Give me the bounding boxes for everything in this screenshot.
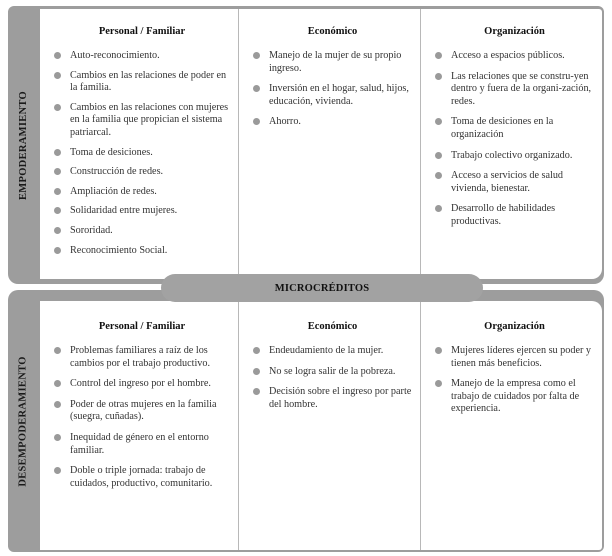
des-organizacion-list — [435, 345, 594, 416]
bullet-icon — [435, 347, 442, 354]
list-item: Reconocimiento Social. — [54, 245, 230, 258]
bullet-icon — [253, 52, 260, 59]
bullet-icon — [54, 72, 61, 79]
list-item: No se logra salir de la pobreza. — [253, 366, 412, 379]
bullet-icon — [435, 205, 442, 212]
list-item: Desarrollo de habilidades productivas. — [435, 203, 594, 228]
bullet-icon — [54, 467, 61, 474]
empoderamiento-panel — [8, 6, 604, 284]
list-item: Ahorro. — [253, 116, 412, 129]
emp-col-economico — [238, 9, 420, 279]
des-col-economico-header: Económico — [307, 321, 358, 332]
desempoderamiento-content — [40, 301, 602, 550]
bullet-icon — [54, 247, 61, 254]
bullet-icon — [54, 188, 61, 195]
list-item: Solidaridad entre mujeres. — [54, 205, 230, 218]
list-item: Poder de otras mujeres en la familia (suegra, cuñadas). — [54, 399, 230, 424]
list-item: Endeudamiento de la mujer. — [253, 345, 412, 358]
bullet-icon — [54, 347, 61, 354]
empoderamiento-content — [40, 9, 602, 279]
des-col-personal — [40, 301, 238, 550]
list-item: Problemas familiares a raíz de los cambios por el trabajo productivo. — [54, 345, 230, 370]
list-item: Control del ingreso por el hombre. — [54, 378, 230, 391]
emp-col-organizacion-header: Organización — [484, 26, 545, 37]
list-item: Acceso a servicios de salud vivienda, bienestar. — [435, 170, 594, 195]
bullet-icon — [435, 172, 442, 179]
emp-col-personal-header: Personal / Familiar — [98, 26, 186, 37]
list-item: Cambios en las relaciones de poder en la familia. — [54, 70, 230, 95]
bullet-icon — [253, 388, 260, 395]
list-item: Cambios en las relaciones con mujeres en la familia que propician el sistema patriarcal. — [54, 102, 230, 140]
bullet-icon — [435, 73, 442, 80]
list-item: Doble o triple jornada: trabajo de cuidados, productivo, comunitario. — [54, 465, 230, 490]
microcreditos-banner: MICROCRÉDITOS — [161, 274, 483, 302]
list-item: Las relaciones que se constru-yen dentro y fuera de la organi-zación, redes. — [435, 71, 594, 109]
list-item: Construcción de redes. — [54, 166, 230, 179]
bullet-icon — [253, 85, 260, 92]
list-item: Manejo de la mujer de su propio ingreso. — [253, 50, 412, 75]
bullet-icon — [435, 52, 442, 59]
list-item: Inequidad de género en el entorno familiar. — [54, 432, 230, 457]
bullet-icon — [435, 118, 442, 125]
emp-col-personal — [40, 9, 238, 279]
emp-col-economico-header: Económico — [307, 26, 358, 37]
desempoderamiento-label: DESEMPODERAMIENTO — [17, 355, 29, 487]
bullet-icon — [54, 227, 61, 234]
bullet-icon — [253, 347, 260, 354]
bullet-icon — [253, 118, 260, 125]
desempoderamiento-label-wrap — [8, 290, 38, 552]
emp-col-organizacion — [420, 9, 602, 279]
bullet-icon — [54, 380, 61, 387]
list-item: Decisión sobre el ingreso por parte del hombre. — [253, 386, 412, 411]
list-item: Toma de desiciones en la organización — [435, 116, 594, 141]
emp-organizacion-list — [435, 50, 594, 229]
list-item: Trabajo colectivo organizado. — [435, 150, 594, 163]
des-economico-list — [253, 345, 412, 411]
bullet-icon — [54, 434, 61, 441]
des-col-organizacion-header: Organización — [484, 321, 545, 332]
des-col-personal-header: Personal / Familiar — [98, 321, 186, 332]
bullet-icon — [253, 368, 260, 375]
list-item: Sororidad. — [54, 225, 230, 238]
des-col-organizacion — [420, 301, 602, 550]
empoderamiento-label-wrap — [8, 6, 38, 284]
emp-economico-list — [253, 50, 412, 129]
bullet-icon — [54, 149, 61, 156]
empoderamiento-label: EMPODERAMIENTO — [17, 90, 29, 200]
bullet-icon — [54, 52, 61, 59]
list-item: Auto-reconocimiento. — [54, 50, 230, 63]
emp-personal-list — [54, 50, 230, 257]
bullet-icon — [435, 152, 442, 159]
list-item: Inversión en el hogar, salud, hijos, educación, vivienda. — [253, 83, 412, 108]
list-item: Mujeres líderes ejercen su poder y tienen más beneficios. — [435, 345, 594, 370]
bullet-icon — [54, 401, 61, 408]
des-personal-list — [54, 345, 230, 490]
list-item: Ampliación de redes. — [54, 186, 230, 199]
bullet-icon — [54, 168, 61, 175]
desempoderamiento-panel — [8, 290, 604, 552]
bullet-icon — [54, 104, 61, 111]
bullet-icon — [435, 380, 442, 387]
list-item: Manejo de la empresa como el trabajo de cuidados por falta de experiencia. — [435, 378, 594, 416]
des-col-economico — [238, 301, 420, 550]
list-item: Acceso a espacios públicos. — [435, 50, 594, 63]
bullet-icon — [54, 207, 61, 214]
list-item: Toma de desiciones. — [54, 147, 230, 160]
